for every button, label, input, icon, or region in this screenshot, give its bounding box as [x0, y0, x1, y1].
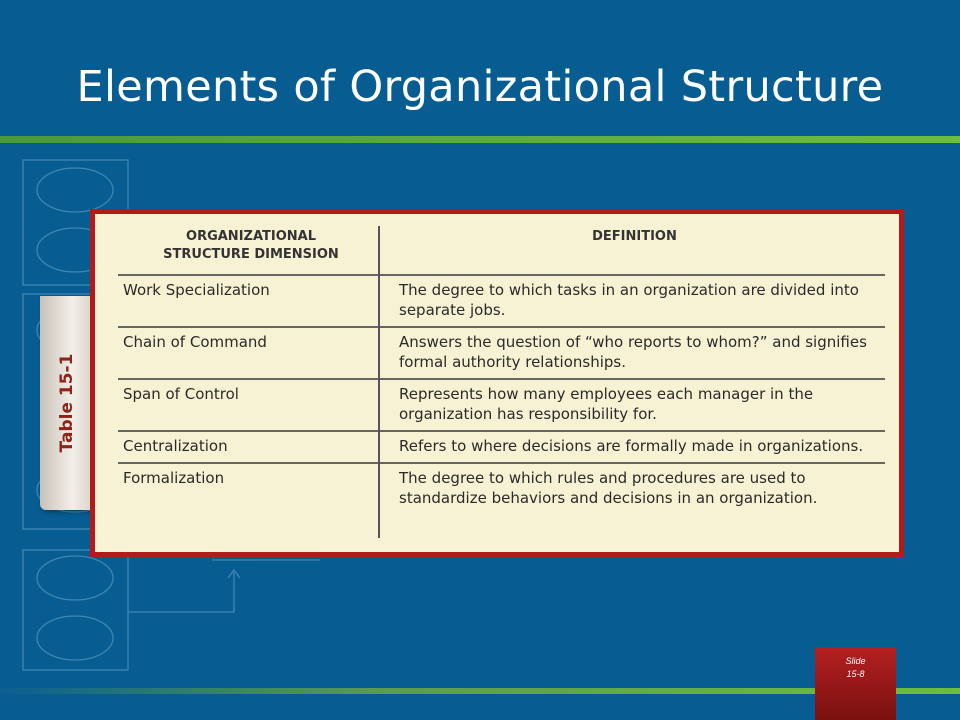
- slide-title: Elements of Organizational Structure: [76, 62, 884, 112]
- row-dimension: Chain of Command: [118, 327, 384, 379]
- row-dimension: Span of Control: [118, 379, 384, 431]
- row-dimension: Formalization: [123, 469, 225, 487]
- row-definition: Represents how many employees each manager in the organization has responsibility for.: [384, 379, 885, 431]
- org-structure-table: [118, 228, 885, 514]
- header-dimension: [118, 228, 384, 275]
- table-frame: [90, 209, 904, 557]
- row-definition: The degree to which rules and procedures are used to standardize behaviors and decisions in an organization.: [399, 469, 818, 507]
- header-dimension-line2: STRUCTURE DIMENSION: [163, 247, 339, 262]
- table-tab-label: Table 15-1: [57, 353, 77, 453]
- header-dimension-line1: ORGANIZATIONAL: [186, 229, 316, 244]
- row-dimension: Centralization: [118, 431, 384, 463]
- table-row: [118, 463, 885, 514]
- table-row: [118, 275, 885, 327]
- table-row: [118, 379, 885, 431]
- row-dimension: Work Specialization: [118, 275, 384, 327]
- row-definition: The degree to which tasks in an organization are divided into separate jobs.: [384, 275, 885, 327]
- column-separator: [378, 226, 380, 538]
- row-definition: Refers to where decisions are formally made in organizations.: [384, 431, 885, 463]
- slide-badge-label: Slide: [845, 656, 866, 666]
- header-definition: DEFINITION: [384, 228, 885, 275]
- table-row: [118, 327, 885, 379]
- table-tab: [40, 296, 94, 510]
- table-panel: [95, 214, 899, 552]
- title-divider: [0, 136, 960, 143]
- table-header-row: [118, 228, 885, 275]
- table-row: [118, 431, 885, 463]
- slide-badge-number: 15-8: [846, 669, 865, 679]
- row-definition: Answers the question of “who reports to whom?” and signifies formal authority relationships.: [384, 327, 885, 379]
- slide-number-badge: [815, 647, 896, 720]
